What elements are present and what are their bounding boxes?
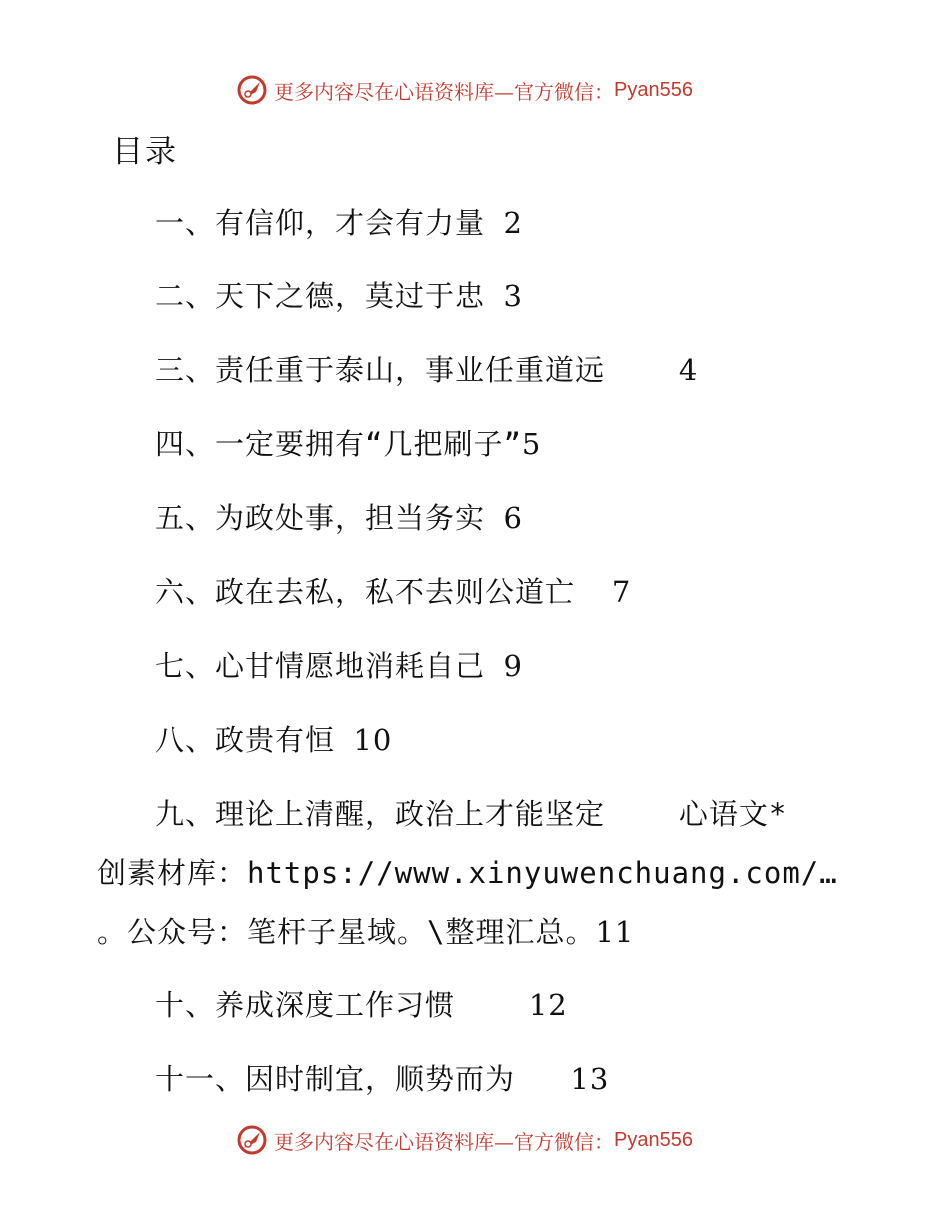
toc-entry-text: 六、政在去私，私不去则公道亡: [155, 575, 612, 609]
toc-entry-page: 2: [503, 206, 523, 240]
quill-logo-icon: [236, 1124, 268, 1156]
watermark-header: [236, 73, 693, 107]
toc-entry: [155, 644, 523, 685]
toc-entry-page: 7: [611, 575, 632, 609]
toc-entry-page: 11: [595, 915, 635, 949]
toc-entry: [155, 570, 631, 611]
toc-title: 目录: [112, 134, 178, 170]
toc-entry: [155, 983, 568, 1024]
quill-logo-icon: [236, 74, 268, 106]
toc-entry: [155, 422, 541, 463]
toc-entry-page: 10: [353, 723, 393, 757]
watermark-text: 更多内容尽在心语资料库—官方微信：: [274, 1129, 614, 1154]
toc-entry-page: 5: [521, 427, 542, 461]
toc-entry: [155, 496, 523, 537]
toc-entry-text: 五、为政处事，担当务实: [155, 501, 504, 535]
toc-entry: [155, 348, 698, 389]
toc-entry-text: 十、养成深度工作习惯: [155, 988, 529, 1022]
toc-entry-page: 4: [678, 353, 699, 387]
toc-entry-text: 二、天下之德，莫过于忠: [155, 279, 504, 313]
toc-entry-line: 九、理论上清醒，政治上才能坚定 心语文*: [155, 797, 788, 831]
toc-entry-page: 3: [503, 279, 523, 313]
toc-entry-page: 13: [570, 1062, 610, 1096]
toc-entry-page: 9: [503, 649, 523, 683]
toc-entry-line: 创素材库：https://www.xinyuwenchuang.com/…: [97, 856, 838, 890]
toc-entry-page: 6: [503, 501, 523, 535]
toc-entry: [155, 1057, 609, 1098]
toc-entry-text: 三、责任重于泰山，事业任重道远: [155, 353, 679, 387]
toc-entry-text: 四、一定要拥有“几把刷子”: [155, 427, 522, 461]
toc-entry-text: 七、心甘情愿地消耗自己: [155, 649, 504, 683]
toc-entry: [97, 910, 634, 951]
watermark-wechat-id: Pyan556: [614, 1128, 693, 1151]
watermark-wechat-id: Pyan556: [614, 78, 693, 101]
toc-entry: [155, 201, 523, 242]
toc-entry-text: 一、有信仰，才会有力量: [155, 206, 504, 240]
watermark-footer: [236, 1123, 693, 1157]
watermark-text: 更多内容尽在心语资料库—官方微信：: [274, 79, 614, 104]
toc-entry-text: 。公众号：笔杆子星域。\整理汇总。: [97, 915, 596, 949]
toc-entry-text: 十一、因时制宜，顺势而为: [155, 1062, 571, 1096]
toc-entry-page: 12: [528, 988, 568, 1022]
toc-entry-text: 八、政贵有恒: [155, 723, 354, 757]
toc-entry: [155, 274, 523, 315]
toc-entry: [155, 718, 392, 759]
